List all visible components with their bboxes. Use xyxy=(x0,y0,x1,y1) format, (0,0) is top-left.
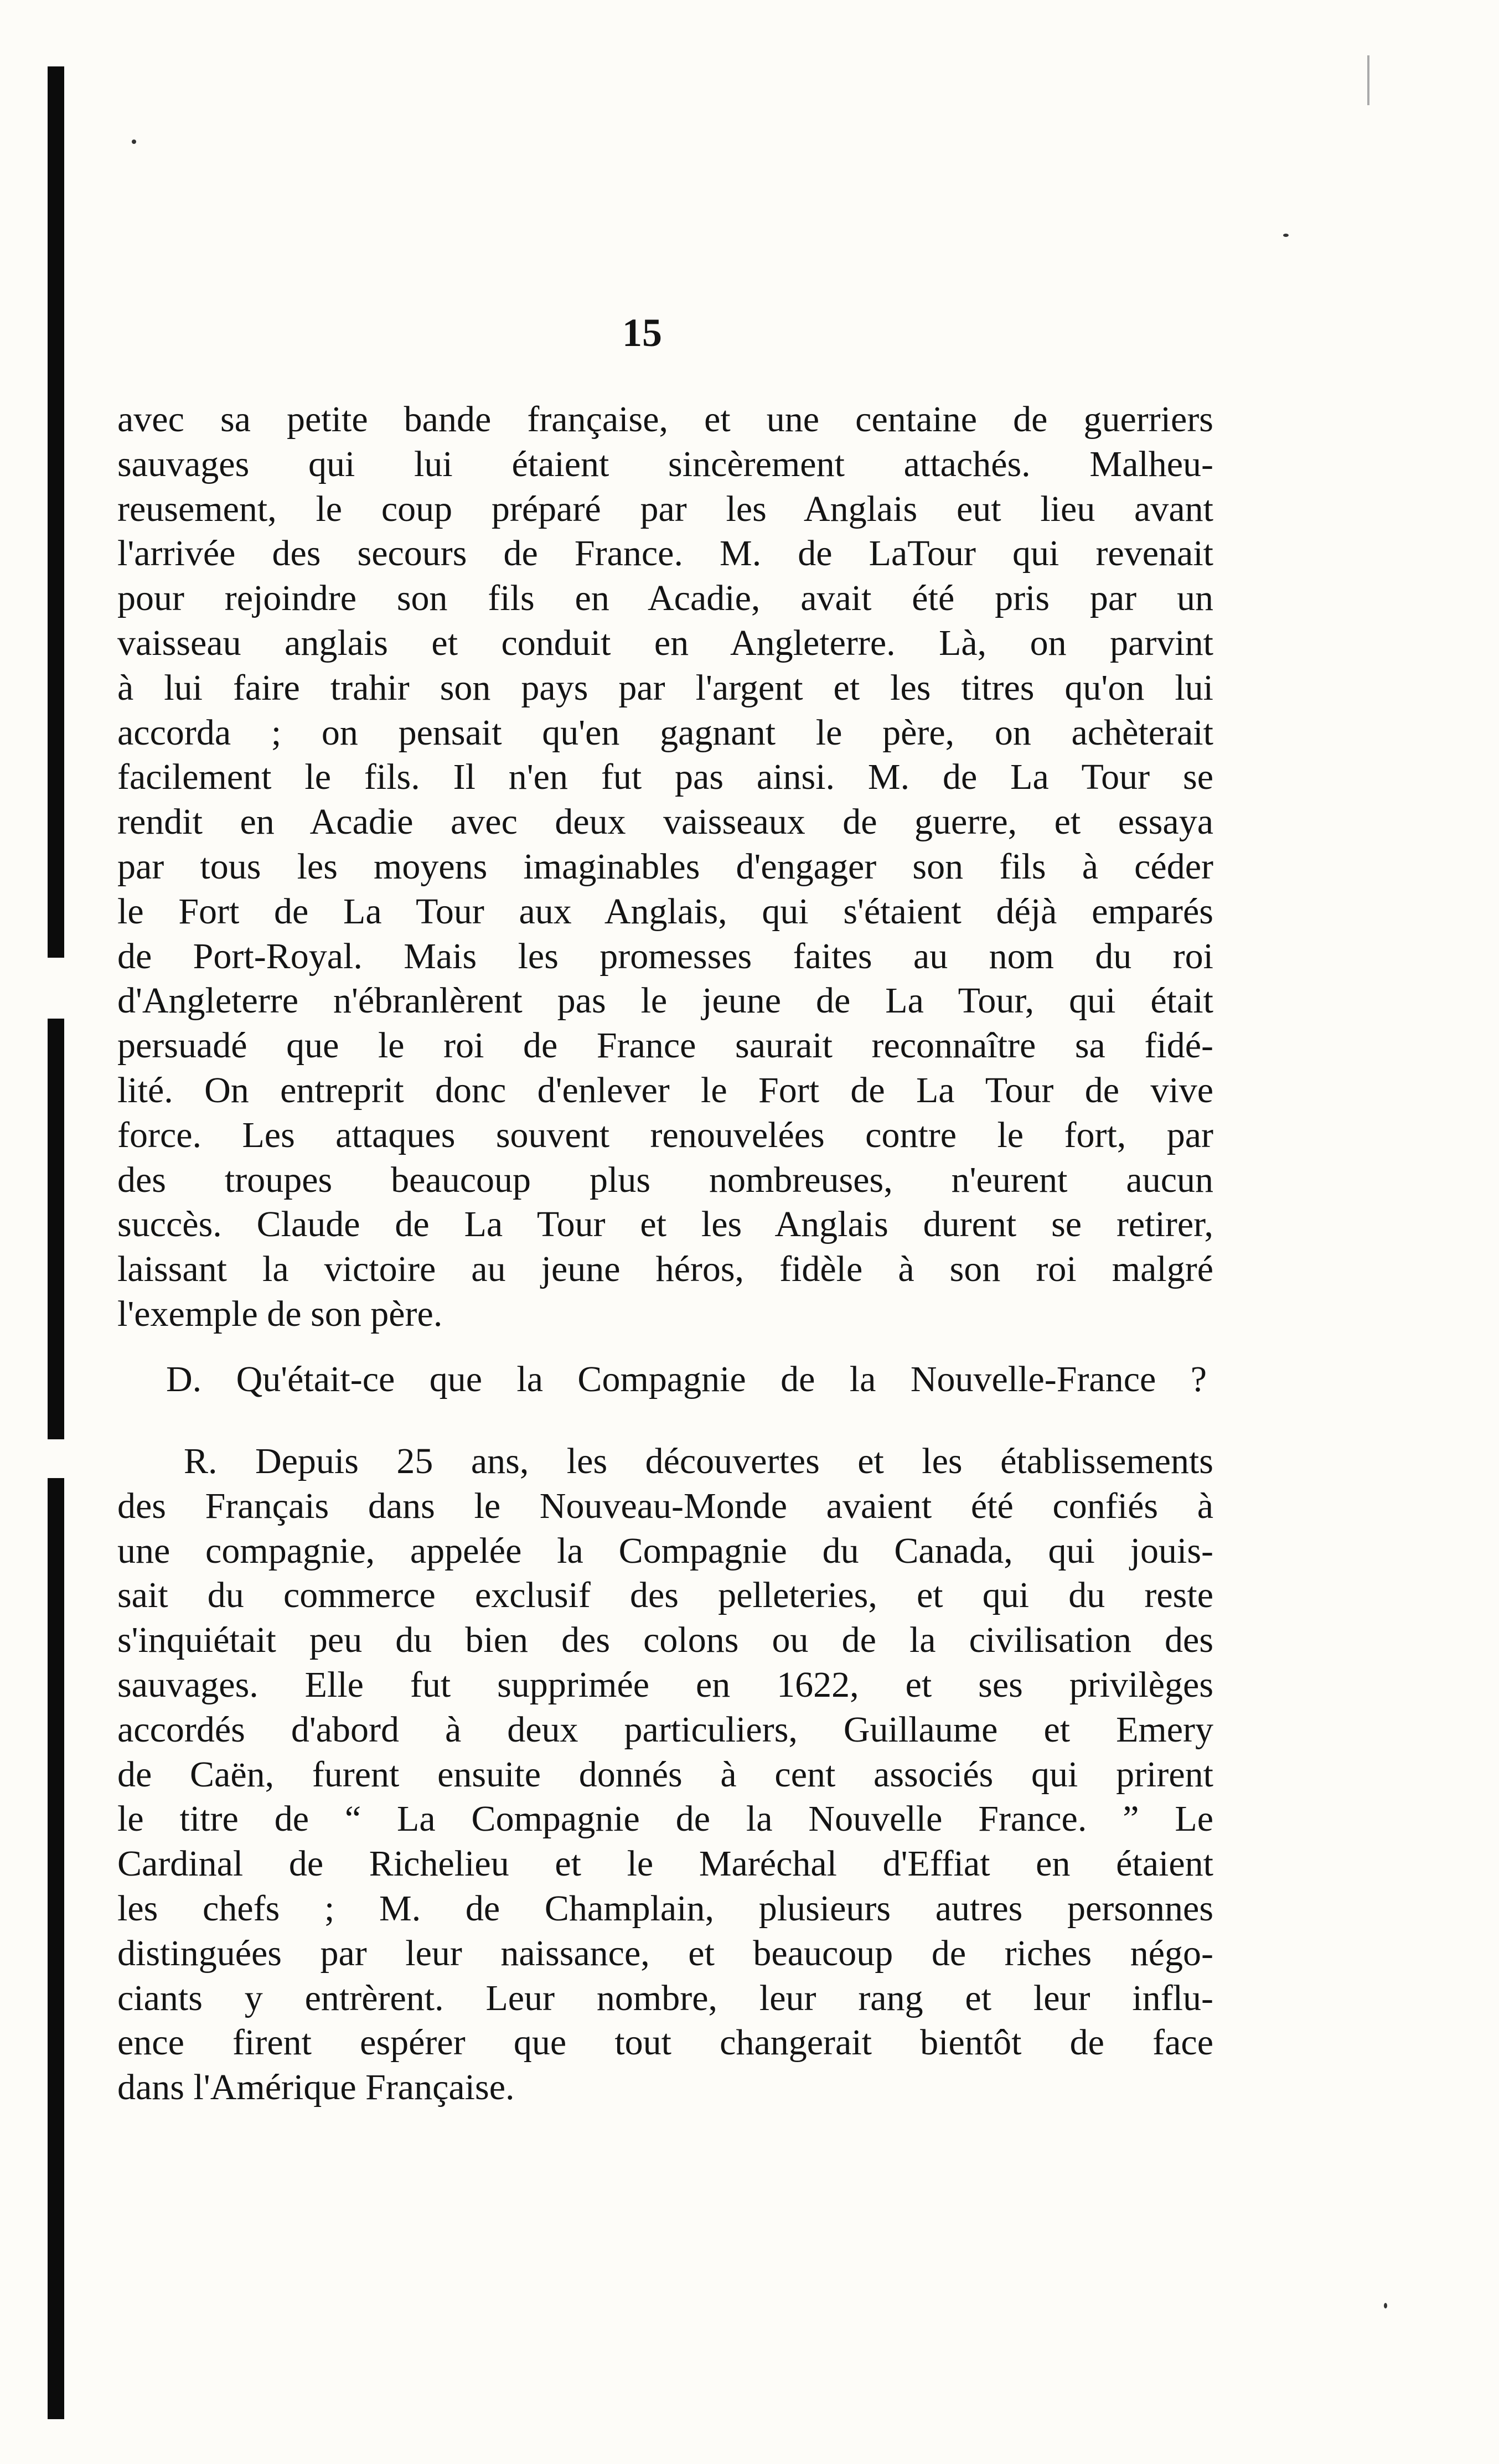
text-line: lité. On entreprit donc d'enlever le Fort de La Tour de vive xyxy=(117,1070,1213,1110)
text-line: s'inquiétait peu du bien des colons ou de la civilisation des xyxy=(117,1620,1213,1661)
scan-speck xyxy=(1367,55,1369,105)
text-line: sauvages qui lui étaient sincèrement attachés. Malheu- xyxy=(117,443,1213,484)
text-line: à lui faire trahir son pays par l'argent et les titres qu'on lui xyxy=(117,667,1213,708)
text-line: facilement le fils. Il n'en fut pas ainsi. M. de La Tour se xyxy=(117,757,1213,798)
text-line: de Caën, furent ensuite donnés à cent associés qui prirent xyxy=(117,1754,1213,1795)
text-line: vaisseau anglais et conduit en Angleterre. Là, on parvint xyxy=(117,622,1213,663)
text-line: distinguées par leur naissance, et beaucoup de riches négo- xyxy=(117,1933,1213,1974)
scan-speck xyxy=(1283,234,1289,237)
text-line: l'exemple de son père. xyxy=(117,1293,443,1334)
text-line: avec sa petite bande française, et une centaine de guerriers xyxy=(117,399,1213,440)
text-line: succès. Claude de La Tour et les Anglais durent se retirer, xyxy=(117,1204,1213,1245)
gutter-shadow xyxy=(48,66,64,2419)
text-line: des Français dans le Nouveau-Monde avaient été confiés à xyxy=(117,1485,1213,1526)
text-line: l'arrivée des secours de France. M. de LaTour qui revenait xyxy=(117,533,1213,574)
text-line: persuadé que le roi de France saurait reconnaître sa fidé- xyxy=(117,1025,1213,1066)
gutter-gap xyxy=(48,958,66,1019)
text-line: reusement, le coup préparé par les Anglais eut lieu avant xyxy=(117,488,1213,529)
scan-speck xyxy=(132,140,136,144)
text-line: ciants y entrèrent. Leur nombre, leur rang et leur influ- xyxy=(117,1977,1213,2018)
text-line: des troupes beaucoup plus nombreuses, n'eurent aucun xyxy=(117,1159,1213,1200)
scan-speck xyxy=(1384,2303,1387,2308)
page-number: 15 xyxy=(622,311,662,355)
text-line: Cardinal de Richelieu et le Maréchal d'Effiat en étaient xyxy=(117,1843,1213,1884)
text-line: force. Les attaques souvent renouvelées contre le fort, par xyxy=(117,1114,1213,1155)
text-line: accordés d'abord à deux particuliers, Guillaume et Emery xyxy=(117,1709,1213,1750)
text-line: par tous les moyens imaginables d'engager son fils à céder xyxy=(117,846,1213,887)
question-line: D. Qu'était-ce que la Compagnie de la Nouvelle-France ? xyxy=(166,1359,1207,1399)
text-line: accorda ; on pensait qu'en gagnant le père, on achèterait xyxy=(117,712,1213,753)
text-line: pour rejoindre son fils en Acadie, avait été pris par un xyxy=(117,578,1213,619)
text-line: rendit en Acadie avec deux vaisseaux de guerre, et essaya xyxy=(117,802,1213,843)
answer-paragraph xyxy=(117,1439,1213,2110)
text-line: ence firent espérer que tout changerait bientôt de face xyxy=(117,2022,1213,2063)
text-line: sait du commerce exclusif des pelleteries, et qui du reste xyxy=(117,1575,1213,1616)
text-line: d'Angleterre n'ébranlèrent pas le jeune de La Tour, qui était xyxy=(117,980,1213,1021)
text-line: de Port-Royal. Mais les promesses faites au nom du roi xyxy=(117,936,1213,977)
text-line: les chefs ; M. de Champlain, plusieurs autres personnes xyxy=(117,1888,1213,1929)
text-line: sauvages. Elle fut supprimée en 1622, et ses privilèges xyxy=(117,1664,1213,1705)
body-paragraph xyxy=(117,397,1213,1337)
text-line: laissant la victoire au jeune héros, fidèle à son roi malgré xyxy=(117,1249,1213,1290)
text-line: dans l'Amérique Française. xyxy=(117,2067,515,2108)
text-line: une compagnie, appelée la Compagnie du Canada, qui jouis- xyxy=(117,1530,1213,1571)
text-line: le titre de “ La Compagnie de la Nouvelle France. ” Le xyxy=(117,1799,1213,1840)
text-line: le Fort de La Tour aux Anglais, qui s'étaient déjà emparés xyxy=(117,891,1213,932)
text-line: R. Depuis 25 ans, les découvertes et les établissements xyxy=(184,1441,1213,1481)
gutter-gap xyxy=(48,1439,66,1478)
